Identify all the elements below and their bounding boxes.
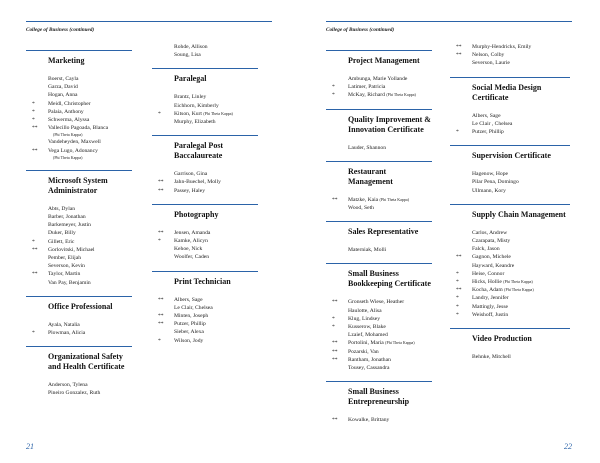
- graduate-name: [450, 253, 570, 261]
- name-text: Rantham, Jonathan: [348, 356, 391, 363]
- section-paralegal-post-baccalaureate: [152, 135, 258, 195]
- section-rule: [450, 77, 570, 78]
- honor-note: (Phi Theta Kappa): [504, 287, 534, 293]
- name-text: Pozarski, Van: [348, 348, 379, 355]
- graduate-name: [152, 229, 258, 237]
- name-text: Plowman, Alicia: [48, 330, 86, 337]
- section-quality-improvement-innovation-certificate: [326, 109, 432, 152]
- graduate-name: [450, 187, 570, 195]
- graduate-name: [326, 416, 432, 424]
- name-text: Pember, Elijah: [48, 255, 82, 262]
- section-heading: Small Business Bookkeeping Certificate: [348, 269, 431, 289]
- section-rule: [326, 263, 432, 264]
- graduate-name: [26, 124, 132, 132]
- name-text: Klug, Lindsey: [348, 315, 381, 322]
- name-text: Kusserow, Blake: [348, 324, 386, 331]
- graduate-list: [26, 321, 132, 337]
- graduate-name: [326, 356, 432, 364]
- graduate-name: [450, 353, 570, 361]
- honors-marker: **: [158, 313, 164, 320]
- right-column-1: [326, 50, 432, 433]
- graduate-name: [450, 245, 570, 253]
- name-text: Garza, David: [48, 84, 78, 91]
- honors-marker: **: [32, 246, 38, 253]
- graduate-name: [26, 381, 132, 389]
- section-organizational-safety-and-health-certificate: [26, 346, 132, 397]
- section-small-business-entrepreneurship: [326, 381, 432, 424]
- graduate-name: [326, 196, 432, 204]
- name-text: Le Clair , Chelsea: [472, 120, 513, 127]
- name-text: Barkemeyer, Justin: [48, 222, 91, 229]
- name-text: Carlos, Andrew: [472, 229, 508, 236]
- honor-note: (Phi Theta Kappa): [203, 110, 233, 116]
- graduate-name: [450, 294, 570, 302]
- name-text: Vallecillo Pagoada, Blanca: [48, 125, 109, 132]
- honors-marker: **: [158, 321, 164, 328]
- graduate-list: [152, 296, 258, 345]
- honors-marker: **: [332, 417, 338, 424]
- graduate-name: [152, 304, 258, 312]
- name-text: Jahn-Buechel, Molly: [174, 179, 221, 186]
- graduate-name: [450, 262, 570, 270]
- section-continued: [152, 43, 258, 59]
- graduate-list: [326, 298, 432, 372]
- name-text: Kowalke, Brittany: [348, 417, 390, 424]
- name-text: Hicks, Hollie: [472, 279, 502, 286]
- section-heading: Print Technician: [174, 276, 231, 286]
- graduate-name: [152, 178, 258, 186]
- name-text: Weishoff, Justin: [472, 311, 509, 318]
- graduate-name: [450, 128, 570, 136]
- name-text: Woolfer, Caden: [174, 254, 210, 261]
- honors-marker: *: [32, 238, 35, 245]
- graduate-name: [152, 93, 258, 101]
- section-heading: Supply Chain Management: [472, 209, 566, 219]
- name-text: Pilar Pena, Domingo: [472, 179, 519, 186]
- honors-marker: **: [332, 340, 338, 347]
- section-heading: Microsoft System Administrator: [48, 175, 108, 195]
- graduate-name: [326, 323, 432, 331]
- graduate-name: [152, 253, 258, 261]
- name-text: Wilson, Jody: [174, 337, 204, 344]
- section-social-media-design-certificate: [450, 77, 570, 137]
- name-text: Falck, Jason: [472, 246, 500, 253]
- graduate-name: [326, 75, 432, 83]
- section-heading: Quality Improvement & Innovation Certificate: [348, 114, 431, 134]
- graduate-name: [152, 312, 258, 320]
- name-text: Schwerma, Alyssa: [48, 117, 90, 124]
- section-office-professional: [26, 296, 132, 337]
- honors-marker: *: [456, 270, 459, 277]
- graduate-name: [450, 303, 570, 311]
- graduate-name: [152, 51, 258, 59]
- name-text: Barber, Jonathan: [48, 214, 86, 221]
- graduate-list: [450, 170, 570, 195]
- honors-marker: *: [158, 110, 161, 117]
- name-text: Passey, Haley: [174, 187, 206, 194]
- name-text: Kehoe, Nick: [174, 246, 203, 253]
- graduate-name: [152, 110, 258, 118]
- graduate-name: [152, 187, 258, 195]
- name-text: Soung, Lisa: [174, 52, 201, 59]
- section-rule: [450, 145, 570, 146]
- section-small-business-bookkeeping-certificate: [326, 263, 432, 372]
- name-text: Kitson, Kurt: [174, 110, 202, 117]
- name-text: Matzke, Kaia: [348, 196, 379, 203]
- graduate-list: [152, 170, 258, 195]
- graduate-name: [326, 204, 432, 212]
- name-text: Gillett, Eric: [48, 238, 75, 245]
- name-text: Wood, Seth: [348, 205, 374, 212]
- graduate-name: [152, 118, 258, 126]
- graduate-list: [326, 75, 432, 100]
- section-project-management: [326, 50, 432, 100]
- graduate-name: [152, 245, 258, 253]
- name-text: Garrison, Gina: [174, 171, 208, 178]
- graduate-name: [326, 348, 432, 356]
- name-text: Landry, Jennifer: [472, 295, 509, 302]
- section-heading: Supervision Certificate: [472, 151, 551, 161]
- graduate-list: [326, 196, 432, 212]
- honors-marker: *: [158, 238, 161, 245]
- graduate-name: [152, 337, 258, 345]
- graduate-name: [450, 51, 570, 59]
- section-video-production: [450, 328, 570, 361]
- graduate-name: [450, 43, 570, 51]
- honors-marker: *: [332, 92, 335, 99]
- graduate-list: [450, 112, 570, 137]
- name-text: Brantz, Linley: [174, 94, 207, 101]
- section-heading: Marketing: [48, 56, 85, 65]
- graduate-list: [152, 43, 258, 59]
- graduate-name: [26, 91, 132, 99]
- section-restaurant-management: [326, 161, 432, 212]
- graduate-name: [152, 102, 258, 110]
- section-rule: [26, 170, 132, 171]
- section-rule: [152, 271, 258, 272]
- name-text: Rohde, Allison: [174, 44, 208, 50]
- honors-marker: **: [32, 125, 38, 132]
- graduate-name: [152, 43, 258, 51]
- graduate-list: [26, 381, 132, 397]
- section-heading: Office Professional: [48, 301, 113, 311]
- name-text: Severson, Kevin: [48, 263, 85, 270]
- section-marketing: [26, 50, 132, 161]
- graduate-list: [26, 205, 132, 287]
- graduate-name: [26, 321, 132, 329]
- section-rule: [326, 50, 432, 51]
- name-text: McKay, Richard: [348, 92, 385, 99]
- graduate-name: [26, 213, 132, 221]
- honor-note: (Phi Theta Kappa): [386, 92, 416, 98]
- name-text: Putzer, Phillip: [472, 129, 504, 136]
- graduate-name: [26, 329, 132, 337]
- honors-marker: *: [456, 129, 459, 136]
- name-text: Ayala, Natalia: [48, 321, 80, 328]
- name-text: Palaia, Anthony: [48, 108, 84, 115]
- honors-marker: **: [158, 179, 164, 186]
- honors-marker: *: [32, 117, 35, 124]
- honors-marker: **: [456, 52, 462, 59]
- name-text: Van Pay, Benjamin: [48, 279, 91, 286]
- name-text: Portolini, Maria: [348, 340, 384, 347]
- graduate-name: [26, 389, 132, 397]
- graduate-name: [450, 286, 570, 294]
- name-text: Vandeheyden, Maxwell: [48, 139, 101, 146]
- name-text: Sieber, Alexa: [174, 329, 204, 336]
- graduate-name: [450, 311, 570, 319]
- name-text: Hayward, Keandre: [472, 262, 515, 269]
- honors-marker: **: [332, 299, 338, 306]
- graduate-list: [326, 246, 432, 254]
- name-text: Hagenow, Hope: [472, 171, 508, 178]
- honors-marker: *: [32, 330, 35, 337]
- name-text: Haulotte, Alisa: [348, 307, 382, 314]
- name-text: Gorlovitski, Michael: [48, 246, 95, 253]
- honors-marker: **: [332, 348, 338, 355]
- section-photography: [152, 204, 258, 262]
- graduate-name: [450, 270, 570, 278]
- graduate-name: [26, 279, 132, 287]
- graduate-name: [326, 298, 432, 306]
- honors-marker: *: [332, 84, 335, 91]
- section-sales-representative: [326, 221, 432, 254]
- graduate-list: [450, 353, 570, 361]
- section-heading: Restaurant Management: [348, 166, 393, 186]
- graduate-name: [450, 170, 570, 178]
- graduate-name: [26, 108, 132, 116]
- graduate-name: [26, 100, 132, 108]
- graduate-name: [326, 339, 432, 347]
- name-text: Lauder, Shannon: [348, 144, 386, 151]
- graduate-name: [26, 83, 132, 91]
- graduate-name: [26, 246, 132, 254]
- name-text: Ambunga, Marie Yollande: [348, 76, 408, 82]
- graduate-list: [326, 144, 432, 152]
- name-text: Gronseth Wiese, Heather: [348, 299, 405, 306]
- section-supply-chain-management: [450, 204, 570, 319]
- name-text: Anderson, Tylena: [48, 382, 88, 389]
- section-heading: Small Business Entrepreneurship: [348, 387, 410, 407]
- graduate-name: [152, 328, 258, 336]
- section-print-technician: [152, 271, 258, 345]
- honors-marker: *: [332, 324, 335, 331]
- section-heading: Video Production: [472, 334, 532, 344]
- left-column-2: [152, 43, 258, 354]
- graduate-name: [326, 144, 432, 152]
- graduate-name: [26, 138, 132, 146]
- right-column-2: [450, 43, 570, 370]
- graduate-list: [152, 229, 258, 262]
- name-text: Meidl, Christopher: [48, 100, 91, 107]
- name-text: Tousey, Cassandra: [348, 365, 390, 372]
- graduate-name: [326, 246, 432, 254]
- honors-marker: **: [332, 196, 338, 203]
- section-heading: Paralegal: [174, 74, 207, 84]
- honors-marker: **: [456, 254, 462, 261]
- honors-marker: *: [456, 279, 459, 286]
- honors-marker: **: [32, 147, 38, 154]
- name-text: Latimer, Patricia: [348, 84, 386, 91]
- name-text: Duker, Billy: [48, 230, 76, 237]
- section-rule: [326, 109, 432, 110]
- honors-marker: **: [158, 187, 164, 194]
- section-rule: [152, 68, 258, 69]
- section-rule: [26, 50, 132, 51]
- graduate-name: [152, 320, 258, 328]
- graduate-list: [326, 416, 432, 424]
- left-column-1: [26, 50, 132, 407]
- name-text: Heise, Connor: [472, 270, 505, 277]
- name-text: Hogan, Anna: [48, 92, 78, 99]
- section-microsoft-system-administrator: [26, 170, 132, 287]
- honors-marker: *: [32, 108, 35, 115]
- graduate-name: [26, 221, 132, 229]
- section-rule: [326, 221, 432, 222]
- name-text: Lzaief, Mohamed: [348, 332, 388, 339]
- graduate-name: [450, 59, 570, 67]
- honors-marker: **: [158, 229, 164, 236]
- honor-note: (Phi Theta Kappa): [503, 279, 533, 285]
- graduate-name: [26, 205, 132, 213]
- section-heading: Photography: [174, 209, 219, 219]
- graduate-name: [450, 112, 570, 120]
- right-page: [300, 0, 600, 463]
- name-text: Albers, Sage: [472, 112, 501, 119]
- honors-marker: **: [456, 44, 462, 50]
- section-heading: Sales Representative: [348, 227, 419, 237]
- name-text: Gagnon, Michele: [472, 254, 511, 261]
- graduate-name: [26, 116, 132, 124]
- graduate-name: [326, 331, 432, 339]
- honors-marker: *: [32, 100, 35, 107]
- section-rule: [326, 161, 432, 162]
- top-rule: [26, 21, 272, 22]
- graduate-name: [326, 364, 432, 372]
- name-text: Behnke, Mitchell: [472, 354, 511, 361]
- honors-marker: *: [456, 311, 459, 318]
- name-text: Kamke, Alicyn: [174, 238, 208, 245]
- graduate-name: [152, 170, 258, 178]
- name-text: Boerst, Cayla: [48, 76, 79, 82]
- graduate-name: [26, 229, 132, 237]
- section-heading: Organizational Safety and Health Certificate: [48, 352, 125, 372]
- honor-note: (Phi Theta Kappa): [385, 340, 415, 346]
- honors-marker: **: [332, 356, 338, 363]
- running-head: College of Business (continued): [26, 27, 95, 33]
- honors-marker: **: [32, 271, 38, 278]
- graduate-list: [26, 75, 132, 161]
- graduate-name: [326, 83, 432, 91]
- honors-marker: **: [456, 287, 462, 294]
- name-text: Murphy-Hendricks, Emily: [472, 44, 532, 50]
- top-rule: [326, 21, 572, 22]
- name-text: Kocha, Adam: [472, 287, 503, 294]
- honors-marker: *: [456, 303, 459, 310]
- page-number: 22: [564, 442, 572, 451]
- graduate-name: [326, 307, 432, 315]
- name-text: Nelson, Colby: [472, 52, 505, 59]
- graduate-list: [450, 229, 570, 319]
- honor-note: (Phi Theta Kappa): [379, 196, 410, 202]
- section-rule: [152, 204, 258, 205]
- honors-marker: *: [456, 295, 459, 302]
- name-text: Albers, Sage: [174, 296, 203, 303]
- graduate-name: [450, 229, 570, 237]
- graduate-name: [326, 91, 432, 99]
- page-number: 21: [26, 442, 34, 451]
- section-supervision-certificate: [450, 145, 570, 195]
- section-rule: [326, 381, 432, 382]
- section-rule: [450, 204, 570, 205]
- graduate-name: [26, 262, 132, 270]
- name-text: Mattingly, Jesse: [472, 303, 508, 310]
- section-heading: Paralegal Post Baccalaureate: [174, 141, 224, 161]
- section-rule: [26, 296, 132, 297]
- graduate-name: [26, 75, 132, 83]
- name-text: Vega Lugo, Adonancy: [48, 147, 98, 154]
- graduate-name: [450, 278, 570, 286]
- graduate-name: [450, 237, 570, 245]
- graduate-list: [450, 43, 570, 68]
- graduate-list: [152, 93, 258, 126]
- name-text: Severson, Laurie: [472, 60, 510, 67]
- graduate-name: [450, 120, 570, 128]
- honor-note: (Phi Theta Kappa): [53, 154, 83, 160]
- name-text: Ullmann, Kory: [472, 187, 506, 194]
- section-continued: [450, 43, 570, 68]
- running-head: College of Business (continued): [326, 27, 395, 33]
- honors-marker: *: [332, 315, 335, 322]
- section-rule: [152, 135, 258, 136]
- graduate-name: [26, 238, 132, 246]
- name-text: Taylor, Martin: [48, 271, 81, 278]
- honor-note: (Phi Theta Kappa): [53, 132, 83, 138]
- graduate-name: [26, 254, 132, 262]
- section-paralegal: [152, 68, 258, 126]
- graduate-name: [26, 270, 132, 278]
- name-text: Abts, Dylan: [48, 205, 76, 212]
- honors-marker: *: [158, 337, 161, 344]
- name-text: Le Clair, Chelsea: [174, 304, 213, 311]
- graduate-name: [26, 147, 132, 155]
- name-text: Pineiro Gonzalez, Ruth: [48, 390, 101, 397]
- name-text: Eichhorn, Kimberly: [174, 102, 219, 109]
- graduate-name: [152, 296, 258, 304]
- honors-marker: **: [158, 296, 164, 303]
- name-text: Jensen, Amanda: [174, 229, 211, 236]
- section-heading: Social Media Design Certificate: [472, 82, 542, 102]
- name-text: Minten, Joseph: [174, 313, 209, 320]
- name-text: Materniak, Molli: [348, 247, 387, 254]
- name-text: Murphy, Elizabeth: [174, 119, 216, 126]
- section-rule: [450, 328, 570, 329]
- name-text: Czarapata, Misty: [472, 238, 511, 245]
- section-heading: Project Management: [348, 56, 420, 65]
- graduate-name: [326, 315, 432, 323]
- name-text: Putzer, Phillip: [174, 321, 206, 328]
- graduate-name: [450, 178, 570, 186]
- section-rule: [26, 346, 132, 347]
- graduate-name: [152, 237, 258, 245]
